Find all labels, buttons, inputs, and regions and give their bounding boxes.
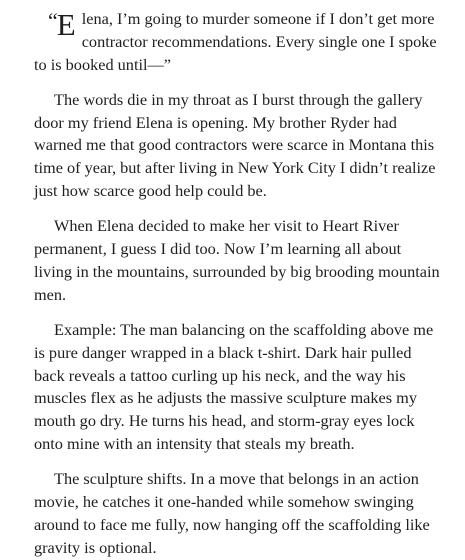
drop-cap [48, 8, 76, 42]
paragraph-text: lena, I’m going to murder someone if I don’t get more contractor recommendations. Every single one I spoke to is booked until—” [34, 9, 437, 74]
paragraph: When Elena decided to make her visit to Heart River permanent, I guess I did too. Now I’m learning all about living in the mountains, surrounded by big brooding mountain men. [34, 216, 440, 304]
drop-cap-letter: E [56, 7, 76, 42]
drop-cap-quote: “ [48, 8, 57, 33]
paragraph-opening [34, 8, 441, 76]
paragraph: Example: The man balancing on the scaffolding above me is pure danger wrapped in a black t-shirt. Dark hair pulled back reveals a tattoo curling up his neck, and the way his muscles flex as he adjusts the massive sculpture makes my mouth go dry. He turns his head, and storm-gray eyes lock onto mine with an intensity that steals my breath. [34, 320, 434, 454]
paragraph: The sculpture shifts. In a move that belongs in an action movie, he catches it one-handed while somehow swinging around to face me fully, now hanging off the scaffolding like gravity is optional. [34, 469, 430, 557]
paragraph: The words die in my throat as I burst through the gallery door my friend Elena is opening. My brother Ryder had warned me that good contractors were scarce in Montana this time of year, but after living in New York City I didn’t realize just how scarce good help could be. [34, 89, 436, 201]
